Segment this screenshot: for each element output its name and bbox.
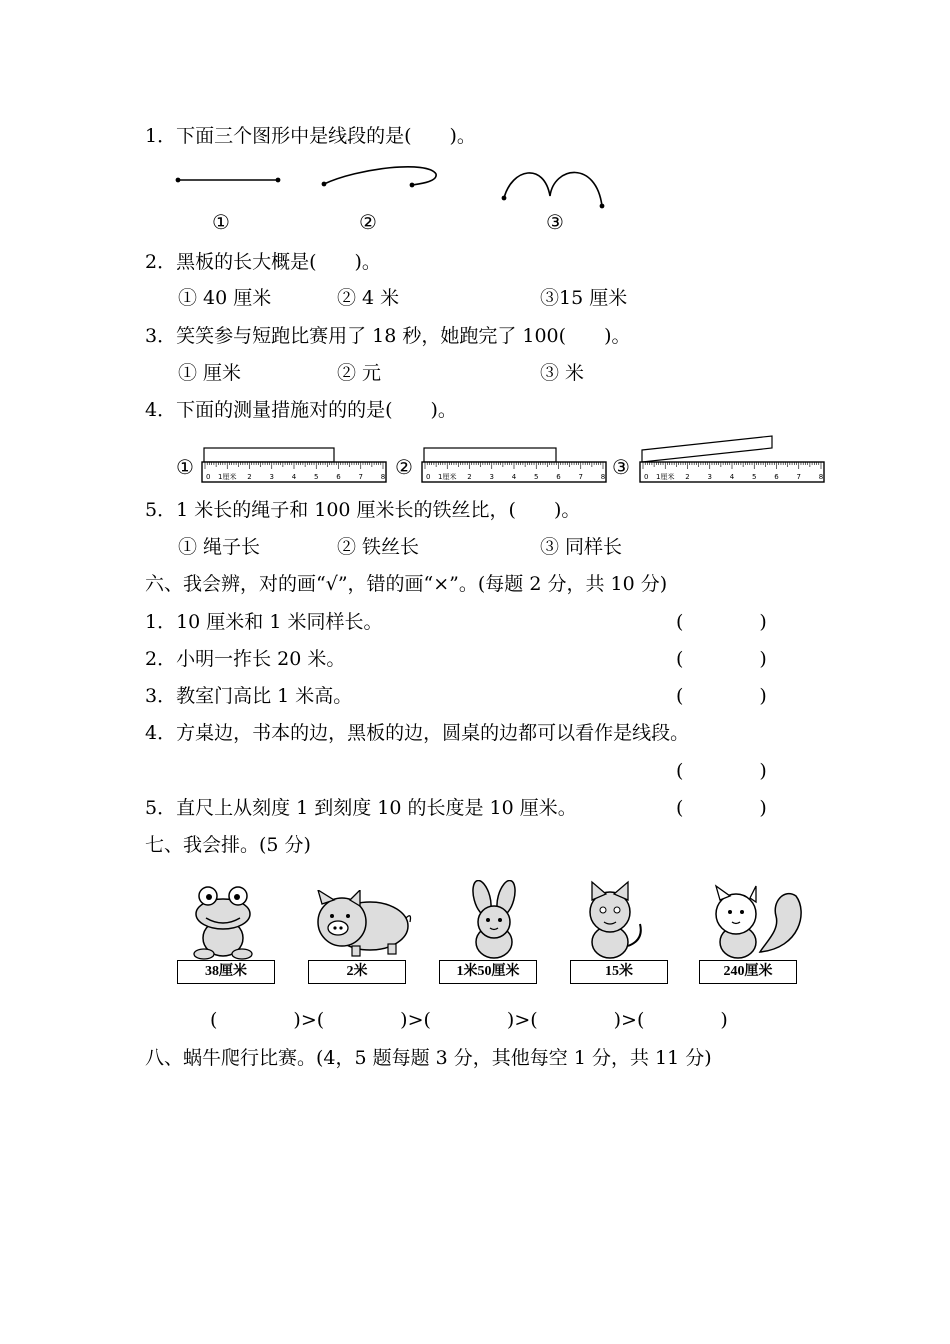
animal-height-label: 240厘米 [699, 960, 797, 984]
question-3: 3．笑笑参与短跑比赛用了 18 秒，她跑完了 100( )。 [145, 325, 631, 347]
q3-option-1: ① 厘米 [178, 362, 242, 384]
q4-option-2: ② [395, 455, 413, 479]
ruler-tick-label: 6 [336, 473, 341, 481]
section-6-title: 六、我会辨，对的画“√”，错的画“×”。(每题 2 分，共 10 分) [145, 573, 668, 595]
ruler-measure-2 [420, 446, 610, 484]
q4-option-3: ③ [612, 455, 630, 479]
ruler-tick-label: 4 [291, 473, 297, 481]
animal-height-label: 1米50厘米 [439, 960, 537, 984]
ruler-tick-label: 2 [247, 473, 252, 481]
q5-option-3: ③ 同样长 [540, 536, 623, 558]
ruler-tick-label: 2 [685, 473, 690, 481]
ruler-tick-label: 1厘米 [438, 473, 457, 481]
ruler-tick-label: 7 [358, 473, 363, 481]
q1-option-1: ① [212, 210, 230, 234]
q1-option-3: ③ [546, 210, 564, 234]
ruler-tick-label: 2 [467, 473, 472, 481]
judge-item-1: 1．10 厘米和 1 米同样长。 [145, 611, 383, 633]
ruler-measure-1 [200, 446, 390, 484]
judge-item-2: 2．小明一拃长 20 米。 [145, 648, 346, 670]
judge-item-4: 4．方桌边，书本的边，黑板的边，圆桌的边都可以看作是线段。 [145, 722, 690, 744]
q2-option-1: ① 40 厘米 [178, 287, 272, 309]
question-2: 2．黑板的长大概是( )。 [145, 251, 381, 273]
judge-item-3: 3．教室门高比 1 米高。 [145, 685, 353, 707]
figure-double-arc [498, 160, 610, 212]
ruler-tick-label: 3 [707, 473, 712, 481]
question-5: 5．1 米长的绳子和 100 厘米长的铁丝比，( )。 [145, 499, 581, 521]
question-4: 4．下面的测量措施对的的是( )。 [145, 399, 457, 421]
ruler-tick-label: 8 [380, 473, 386, 481]
ruler-tick-label: 5 [314, 473, 319, 481]
rabbit-icon [456, 880, 532, 960]
q1-option-2: ② [359, 210, 377, 234]
ruler-tick-label: 1厘米 [218, 473, 237, 481]
animal-height-label: 2米 [308, 960, 406, 984]
pig-icon [308, 890, 414, 958]
q2-option-2: ② 4 米 [337, 287, 400, 309]
q2-option-3: ③15 厘米 [540, 287, 628, 309]
animal-height-label: 38厘米 [177, 960, 275, 984]
ruler-tick-label: 3 [489, 473, 494, 481]
ruler-tick-label: 1厘米 [656, 473, 675, 481]
answer-blank-5[interactable]: ( ) [676, 797, 767, 819]
ruler-tick-label: 7 [796, 473, 801, 481]
answer-blank-4[interactable]: ( ) [676, 760, 767, 782]
animal-height-label: 15米 [570, 960, 668, 984]
answer-blank-1[interactable]: ( ) [676, 611, 767, 633]
q3-option-2: ② 元 [337, 362, 382, 384]
ruler-tick-label: 8 [600, 473, 606, 481]
q5-option-1: ① 绳子长 [178, 536, 261, 558]
ruler-tick-label: 3 [269, 473, 274, 481]
cat-icon [576, 880, 648, 960]
ruler-measure-3 [638, 434, 828, 484]
q5-option-2: ② 铁丝长 [337, 536, 420, 558]
ruler-tick-label: 7 [578, 473, 583, 481]
question-1: 1．下面三个图形中是线段的是( )。 [145, 125, 476, 147]
ruler-tick-label: 0 [644, 473, 649, 481]
figure-curve [318, 160, 443, 195]
q3-option-3: ③ 米 [540, 362, 585, 384]
section-7-title: 七、我会排。(5 分) [145, 834, 311, 856]
ruler-tick-label: 6 [774, 473, 779, 481]
ruler-tick-label: 5 [752, 473, 757, 481]
ruler-tick-label: 6 [556, 473, 561, 481]
answer-blank-2[interactable]: ( ) [676, 648, 767, 670]
judge-item-5: 5．直尺上从刻度 1 到刻度 10 的长度是 10 厘米。 [145, 797, 577, 819]
ruler-tick-label: 4 [511, 473, 517, 481]
ruler-tick-label: 4 [729, 473, 735, 481]
frog-icon [188, 884, 258, 960]
section-8-title: 八、蜗牛爬行比赛。(4，5 题每题 3 分，其他每空 1 分，共 11 分) [145, 1047, 712, 1069]
ruler-tick-label: 0 [206, 473, 211, 481]
ruler-tick-label: 5 [534, 473, 539, 481]
ruler-tick-label: 0 [426, 473, 431, 481]
answer-blank-3[interactable]: ( ) [676, 685, 767, 707]
squirrel-icon [700, 882, 808, 960]
order-answer-line[interactable]: ( )>( )>( )>( )>( ) [210, 1009, 728, 1031]
q4-option-1: ① [176, 455, 194, 479]
figure-segment [170, 170, 285, 190]
ruler-tick-label: 8 [818, 473, 824, 481]
